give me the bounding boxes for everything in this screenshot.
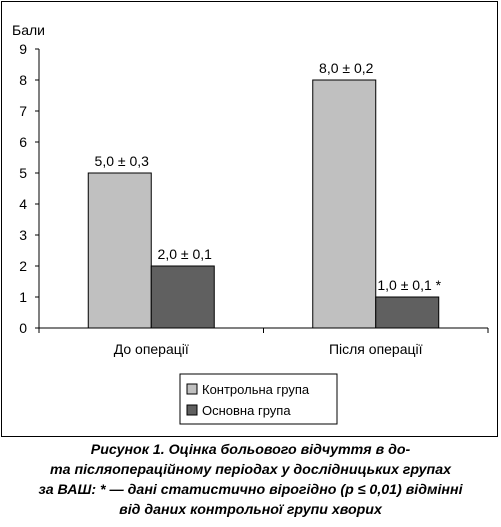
bar [376, 297, 439, 328]
legend-label: Контрольна група [202, 382, 310, 397]
y-tick-label: 8 [19, 72, 27, 88]
x-tick-label: Після операції [328, 341, 423, 357]
caption-line-4: від даних контрольної групи хворих [119, 502, 382, 518]
data-label: 2,0 ± 0,1 [157, 246, 212, 262]
y-axis-label: Бали [12, 22, 45, 38]
y-tick-label: 7 [19, 103, 27, 119]
y-tick-label: 2 [19, 258, 27, 274]
y-tick-label: 4 [19, 196, 27, 212]
legend-swatch [187, 384, 197, 394]
bar [88, 173, 151, 328]
bar [313, 80, 376, 328]
data-label: 8,0 ± 0,2 [319, 60, 374, 76]
y-tick-label: 9 [19, 41, 27, 57]
legend-label: Основна група [202, 403, 291, 418]
data-label: 1,0 ± 0,1 * [377, 277, 442, 293]
legend-swatch [187, 405, 197, 415]
caption-line-1: Рисунок 1. Оцінка больового відчуття в до- [90, 442, 411, 458]
caption-line-2: та післяопераційному періодах у дослідницьких групах [50, 462, 451, 478]
figure-caption [0, 440, 501, 520]
data-label: 5,0 ± 0,3 [94, 153, 149, 169]
caption-line-3: за ВАШ: * — дані статистично вірогідно (p ≤ 0,01) відмінні [38, 482, 463, 498]
y-tick-label: 0 [19, 320, 27, 336]
bar [151, 266, 214, 328]
bar-chart [2, 2, 499, 438]
chart-frame [1, 1, 498, 437]
y-tick-label: 1 [19, 289, 27, 305]
y-tick-label: 3 [19, 227, 27, 243]
x-tick-label: До операції [113, 341, 189, 357]
y-tick-label: 6 [19, 134, 27, 150]
y-tick-label: 5 [19, 165, 27, 181]
